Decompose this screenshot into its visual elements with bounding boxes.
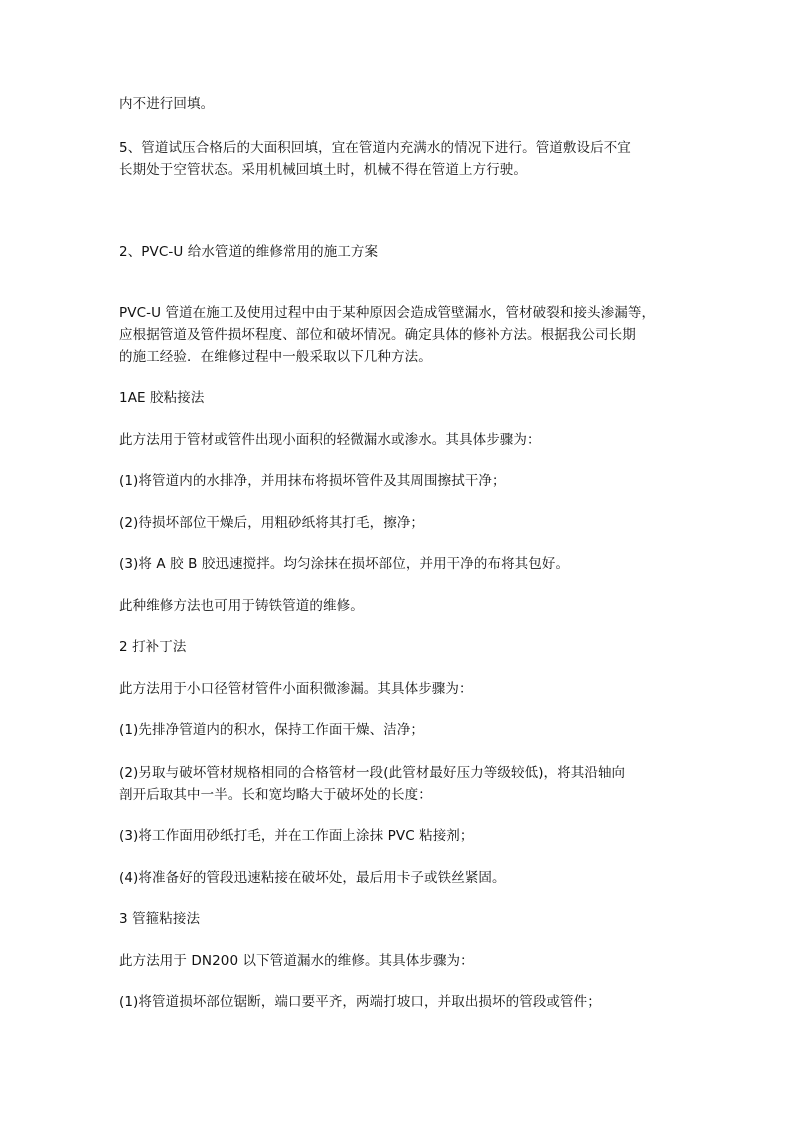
method-2-step-3: (3)将工作面用砂纸打毛，并在工作面上涂抹 PVC 粘接剂； [119, 828, 474, 844]
method-1-step-1: (1)将管道内的水排净，并用抹布将损坏管件及其周围擦拭干净； [119, 473, 506, 489]
method-2-step-4: (4)将准备好的管段迅速粘接在破坏处，最后用卡子或铁丝紧固。 [119, 870, 506, 886]
method-1-description: 此方法用于管材或管件出现小面积的轻微漏水或渗水。其具体步骤为： [119, 432, 541, 448]
method-3-step-1: (1)将管道损坏部位锯断，端口要平齐，两端打坡口，并取出损坏的管段或管件； [119, 994, 601, 1010]
paragraph-item-5-line-1: 5、管道试压合格后的大面积回填，宜在管道内充满水的情况下进行。管道敷设后不宜 [119, 140, 631, 156]
method-1-step-2: (2)待损坏部位干燥后，用粗砂纸将其打毛，擦净； [119, 515, 425, 531]
method-2-step-2-line-2: 剖开后取其中一半。长和宽均略大于破坏处的长度： [119, 787, 432, 803]
method-heading-2: 2 打补丁法 [119, 639, 187, 655]
method-heading-3: 3 管箍粘接法 [119, 911, 201, 927]
intro-paragraph-line-3: 的施工经验．在维修过程中一般采取以下几种方法。 [119, 349, 432, 365]
section-heading-2: 2、PVC-U 给水管道的维修常用的施工方案 [119, 244, 379, 260]
method-2-description: 此方法用于小口径管材管件小面积微渗漏。其具体步骤为： [119, 681, 473, 697]
intro-paragraph-line-1: PVC-U 管道在施工及使用过程中由于某种原因会造成管壁漏水，管材破裂和接头渗漏等， [119, 305, 656, 321]
method-1-note: 此种维修方法也可用于铸铁管道的维修。 [119, 598, 364, 614]
intro-paragraph-line-2: 应根据管道及管件损坏程度、部位和破坏情况。确定具体的修补方法。根据我公司长期 [119, 327, 636, 343]
paragraph-item-5-line-2: 长期处于空管状态。采用机械回填土时，机械不得在管道上方行驶。 [119, 162, 527, 178]
method-heading-1: 1AE 胶粘接法 [119, 390, 205, 406]
method-1-step-3: (3)将 A 胶 B 胶迅速搅拌。均匀涂抹在损坏部位，并用干净的布将其包好。 [119, 556, 570, 572]
method-3-description: 此方法用于 DN200 以下管道漏水的维修。其具体步骤为： [119, 953, 474, 969]
method-2-step-1: (1)先排净管道内的积水，保持工作面干燥、洁净； [119, 722, 425, 738]
paragraph-continuation: 内不进行回填。 [119, 96, 215, 112]
method-2-step-2-line-1: (2)另取与破坏管材规格相同的合格管材一段(此管材最好压力等级较低)，将其沿轴向 [119, 765, 626, 781]
